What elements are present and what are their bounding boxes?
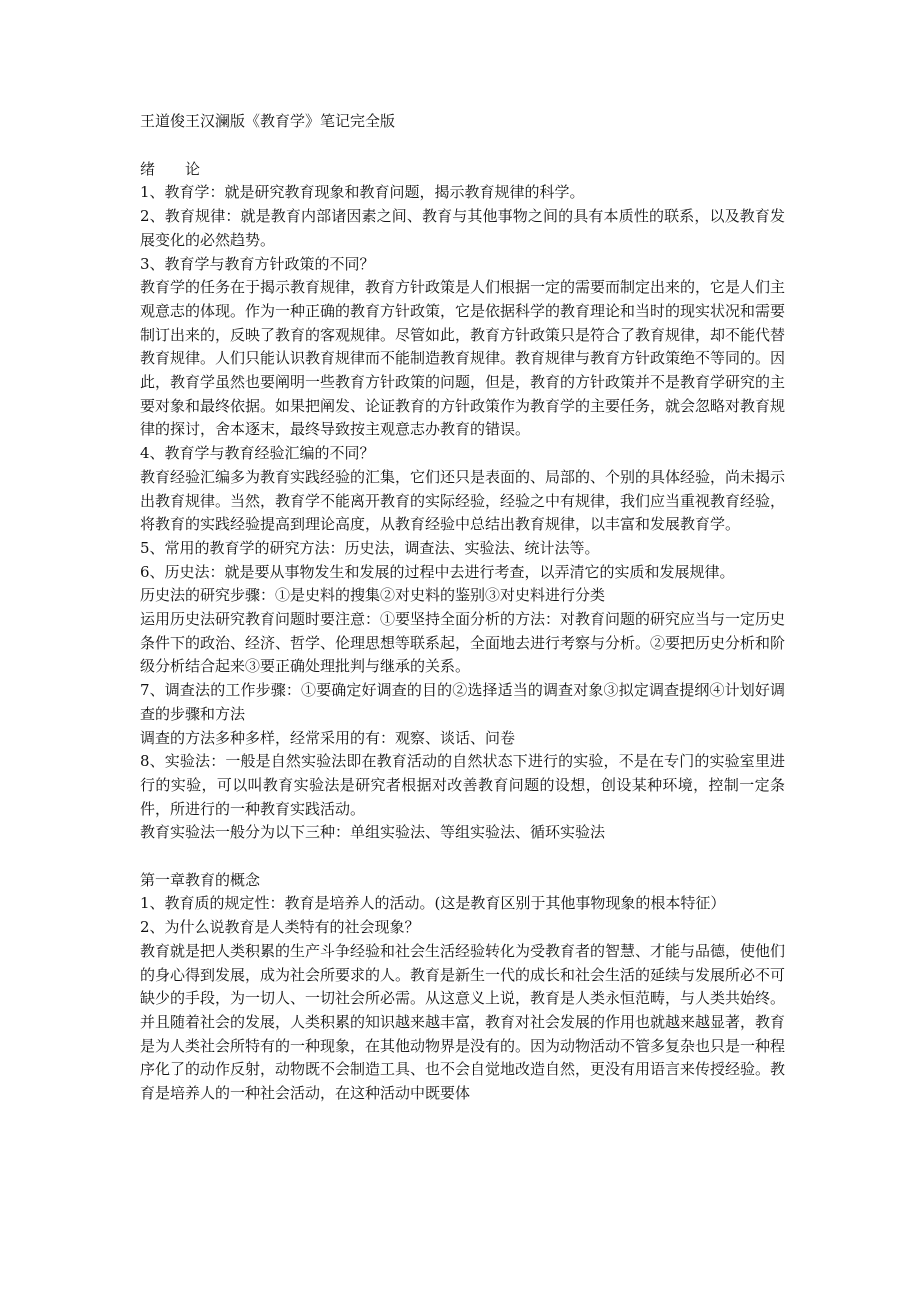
paragraph: 教育经验汇编多为教育实践经验的汇集，它们还只是表面的、局部的、个别的具体经验，尚未揭示出教育规律。当然，教育学不能离开教育的实际经验，经验之中有规律，我们应当重视教育经验，将教育的实践经验提高到理论高度，从教育经验中总结出教育规律，以丰富和发展教育学。 bbox=[140, 467, 786, 534]
paragraph: 历史法的研究步骤：①是史料的搜集②对史料的鉴别③对史料进行分类 bbox=[140, 586, 606, 605]
paragraph: 3、教育学与教育方针政策的不同？ bbox=[140, 254, 375, 273]
paragraph: 7、调查法的工作步骤：①要确定好调查的目的②选择适当的调查对象③拟定调查提纲④计划好调查的步骤和方法 bbox=[140, 681, 785, 723]
paragraph: 教育实验法一般分为以下三种：单组实验法、等组实验法、循环实验法 bbox=[140, 823, 606, 842]
paragraph: 1、教育学：就是研究教育现象和教育问题，揭示教育规律的科学。 bbox=[140, 183, 585, 202]
intro-heading: 绪 论 bbox=[140, 159, 201, 178]
paragraph: 教育就是把人类积累的生产斗争经验和社会生活经验转化为受教育者的智慧、才能与品德，使他们的身心得到发展，成为社会所要求的人。教育是新生一代的成长和社会生活的延续与发展所必不可缺少的手段，为一切人、一切社会所必需。从这意义上说，教育是人类永恒范畴，与人类共始终。并且随着社会的发展，人类积累的知识越来越丰富，教育对社会发展的作用也就越来越显著，教育是为人类社会所特有的一种现象，在其他动物界是没有的。因为动物活动不管多复杂也只是一种程序化了的动作反射，动物既不会制造工具、也不会自觉地改造自然，更没有用语言来传授经验。教育是培养人的一种社会活动，在这种活动中既要体 bbox=[140, 941, 786, 1103]
paragraph: 教育学的任务在于揭示教育规律，教育方针政策是人们根据一定的需要而制定出来的，它是人们主观意志的体现。作为一种正确的教育方针政策，它是依据科学的教育理论和当时的现实状况和需要制订出来的，反映了教育的客观规律。尽管如此，教育方针政策只是符合了教育规律，却不能代替教育规律。人们只能认识教育规律而不能制造教育规律。教育规律与教育方针政策绝不等同的。因此，教育学虽然也要阐明一些教育方针政策的问题，但是，教育的方针政策并不是教育学研究的主要对象和最终依据。如果把阐发、论证教育的方针政策作为教育学的主要任务，就会忽略对教育规律的探讨，舍本逐末，最终导致按主观意志办教育的错误。 bbox=[140, 278, 786, 439]
paragraph: 1、教育质的规定性：教育是培养人的活动。(这是教育区别于其他事物现象的根本特征） bbox=[140, 894, 726, 913]
paragraph: 调查的方法多种多样，经常采用的有：观察、谈话、问卷 bbox=[140, 728, 516, 747]
paragraph: 8、实验法：一般是自然实验法即在教育活动的自然状态下进行的实验，不是在专门的实验室里进行的实验，可以叫教育实验法是研究者根据对改善教育问题的设想，创设某种环境，控制一定条件，所进行的一种教育实践活动。 bbox=[140, 752, 785, 818]
document-title: 王道俊王汉澜版《教育学》笔记完全版 bbox=[140, 112, 396, 130]
paragraph: 5、常用的教育学的研究方法：历史法，调查法、实验法、统计法等。 bbox=[140, 538, 600, 557]
paragraph: 运用历史法研究教育问题时要注意：①要坚持全面分析的方法：对教育问题的研究应当与一定历史条件下的政治、经济、哲学、伦理思想等联系起，全面地去进行考察与分析。②要把历史分析和阶级分析结合起来③要正确处理批判与继承的关系。 bbox=[140, 610, 786, 676]
section-gap bbox=[140, 845, 785, 869]
document-page bbox=[140, 110, 785, 1106]
paragraph: 6、历史法：就是要从事物发生和发展的过程中去进行考查，以弄清它的实质和发展规律。 bbox=[140, 562, 735, 581]
paragraph: 2、为什么说教育是人类特有的社会现象？ bbox=[140, 918, 420, 937]
paragraph: 4、教育学与教育经验汇编的不同？ bbox=[140, 444, 375, 463]
chapter-heading: 第一章教育的概念 bbox=[140, 870, 261, 889]
paragraph: 2、教育规律：就是教育内部诸因素之间、教育与其他事物之间的具有本质性的联系，以及教育发展变化的必然趋势。 bbox=[140, 207, 785, 249]
